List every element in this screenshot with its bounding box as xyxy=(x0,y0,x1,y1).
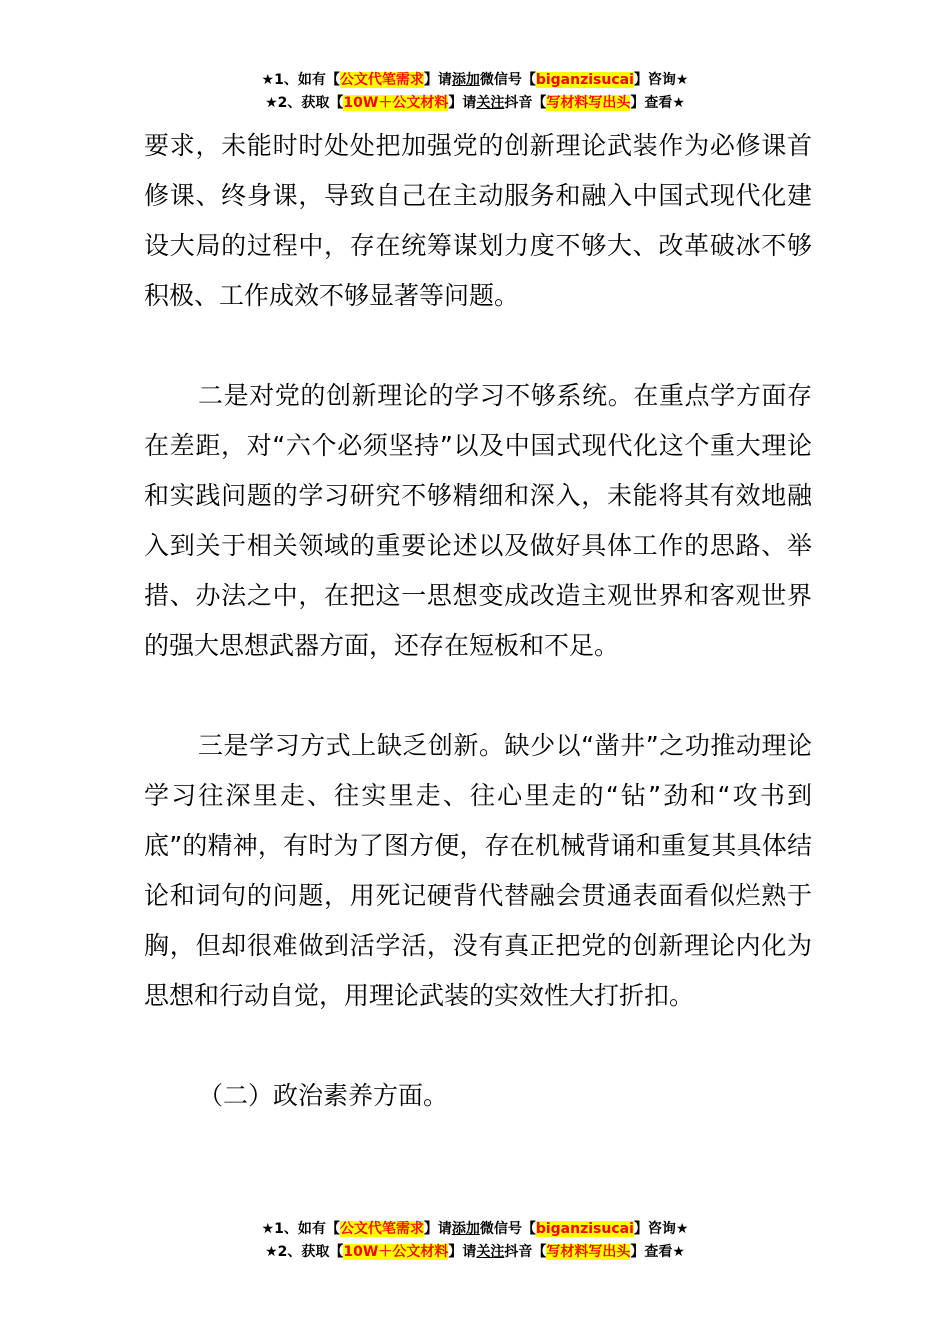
banner-highlight: biganzisucai xyxy=(535,1221,634,1237)
paragraph-gap xyxy=(144,321,812,371)
banner-highlight: 10W＋公文材料 xyxy=(343,1244,449,1260)
section-heading: （二）政治素养方面。 xyxy=(198,1081,449,1110)
banner-highlight: 公文代笔需求 xyxy=(339,72,424,88)
banner-highlight: 公文代笔需求 xyxy=(339,1221,424,1237)
header-banner xyxy=(0,69,950,115)
paragraph-gap xyxy=(144,671,812,721)
banner-highlight: biganzisucai xyxy=(535,72,634,88)
banner-highlight: 写材料写出头 xyxy=(546,95,631,111)
banner-highlight: 10W＋公文材料 xyxy=(343,95,449,111)
paragraph-continuation: 要求，未能时时处处把加强党的创新理论武装作为必修课首修课、终身课，导致自己在主动服务和融入中国式现代化建设大局的过程中，存在统筹谋划力度不够大、改革破冰不够积极、工作成效不够显著等问题。 xyxy=(144,131,812,310)
banner-highlight: 写材料写出头 xyxy=(546,1244,631,1260)
banner-line-2: ★2、获取【10W＋公文材料】请关注抖音【写材料写出头】查看★ xyxy=(265,95,685,111)
banner-line-1: ★1、如有【公文代笔需求】请添加微信号【biganzisucai】咨询★ xyxy=(261,72,689,88)
footer-banner xyxy=(0,1218,950,1264)
paragraph-point-three: 三是学习方式上缺乏创新。缺少以“凿井”之功推动理论学习往深里走、往实里走、往心里走的“钻”劲和“攻书到底”的精神，有时为了图方便，存在机械背诵和重复其具体结论和词句的问题，用死记硬背代替融会贯通表面看似烂熟于胸，但却很难做到活学活，没有真正把党的创新理论内化为思想和行动自觉，用理论武装的实效性大打折扣。 xyxy=(144,731,812,1010)
paragraph-gap xyxy=(144,1021,812,1071)
banner-line-1: ★1、如有【公文代笔需求】请添加微信号【biganzisucai】咨询★ xyxy=(261,1221,689,1237)
paragraph-point-two: 二是对党的创新理论的学习不够系统。在重点学方面存在差距，对“六个必须坚持”以及中国式现代化这个重大理论和实践问题的学习研究不够精细和深入，未能将其有效地融入到关于相关领域的重要论述以及做好具体工作的思路、举措、办法之中，在把这一思想变成改造主观世界和客观世界的强大思想武器方面，还存在短板和不足。 xyxy=(144,381,812,660)
document-body xyxy=(144,121,812,1121)
banner-line-2: ★2、获取【10W＋公文材料】请关注抖音【写材料写出头】查看★ xyxy=(265,1244,685,1260)
